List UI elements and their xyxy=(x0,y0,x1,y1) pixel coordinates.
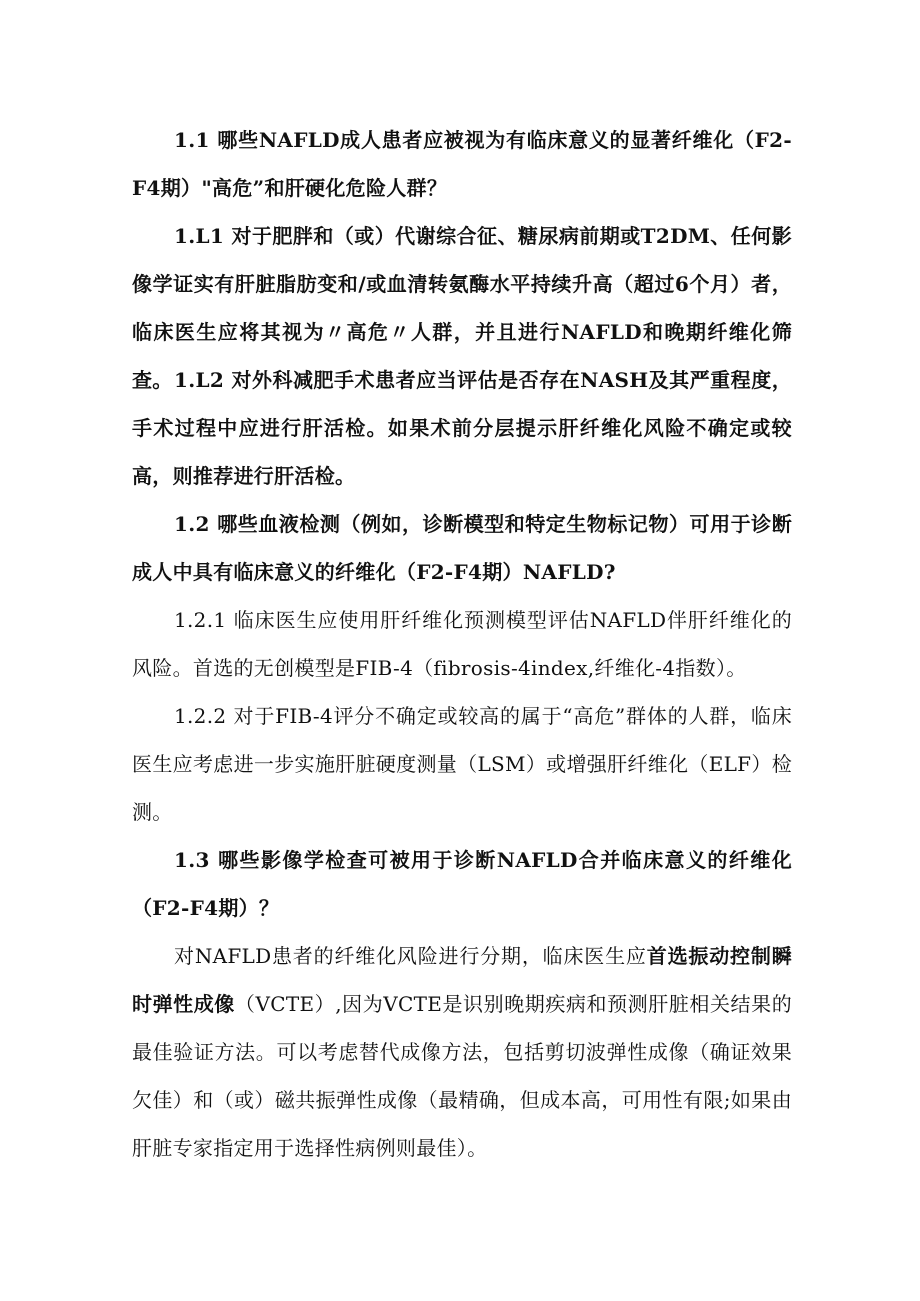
imaging-recommendation-text-end: （VCTE）,因为VCTE是识别晚期疾病和预测肝脏相关结果的最佳验证方法。可以考虑替代成像方法，包括剪切波弹性成像（确证效果欠佳）和（或）磁共振弹性成像（最精确，但成本高，可用性有限;如果由肝脏专家指定用于选择性病例则最佳）。 xyxy=(132,992,792,1160)
recommendation-1-2-1-paragraph: 1.2.1 临床医生应使用肝纤维化预测模型评估NAFLD伴肝纤维化的风险。首选的无创模型是FIB-4（fibrosis-4index,纤维化-4指数）。 xyxy=(132,608,792,680)
recommendation-1-2-2-paragraph: 1.2.2 对于FIB-4评分不确定或较高的属于“高危”群体的人群，临床医生应考虑进一步实施肝脏硬度测量（LSM）或增强肝纤维化（ELF）检测。 xyxy=(132,704,792,824)
question-1-2-paragraph: 1.2 哪些血液检测（例如，诊断模型和特定生物标记物）可用于诊断成人中具有临床意义的纤维化（F2-F4期）NAFLD? xyxy=(132,512,792,584)
recommendation-1-1-2-paragraph: 1.L2 对外科减肥手术患者应当评估是否存在NASH及其严重程度，手术过程中应进行肝活检。如果术前分层提示肝纤维化风险不确定或较高，则推荐进行肝活检。 xyxy=(132,368,792,488)
question-1-1-paragraph: 1.1 哪些NAFLD成人患者应被视为有临床意义的显著纤维化（F2-F4期）"高危”和肝硬化危险人群？ xyxy=(132,128,792,200)
preferred-method-emphasis: 首选振动控制瞬时弹性成像 xyxy=(132,944,792,1016)
imaging-recommendation-paragraph xyxy=(132,932,792,1172)
recommendation-1-1-1-paragraph: 1.L1 对于肥胖和（或）代谢综合征、糖尿病前期或T2DM、任何影像学证实有肝脏脂肪变和/或血清转氨酶水平持续升高（超过6个月）者，临床医生应将其视为〃高危〃人群，并且进行NAFLD和晚期纤维化筛查。 xyxy=(132,224,792,392)
imaging-recommendation-text-start: 对NAFLD患者的纤维化风险进行分期，临床医生应 xyxy=(174,944,647,968)
question-1-3-paragraph: 1.3 哪些影像学检查可被用于诊断NAFLD合并临床意义的纤维化（F2-F4期）？ xyxy=(132,848,792,920)
